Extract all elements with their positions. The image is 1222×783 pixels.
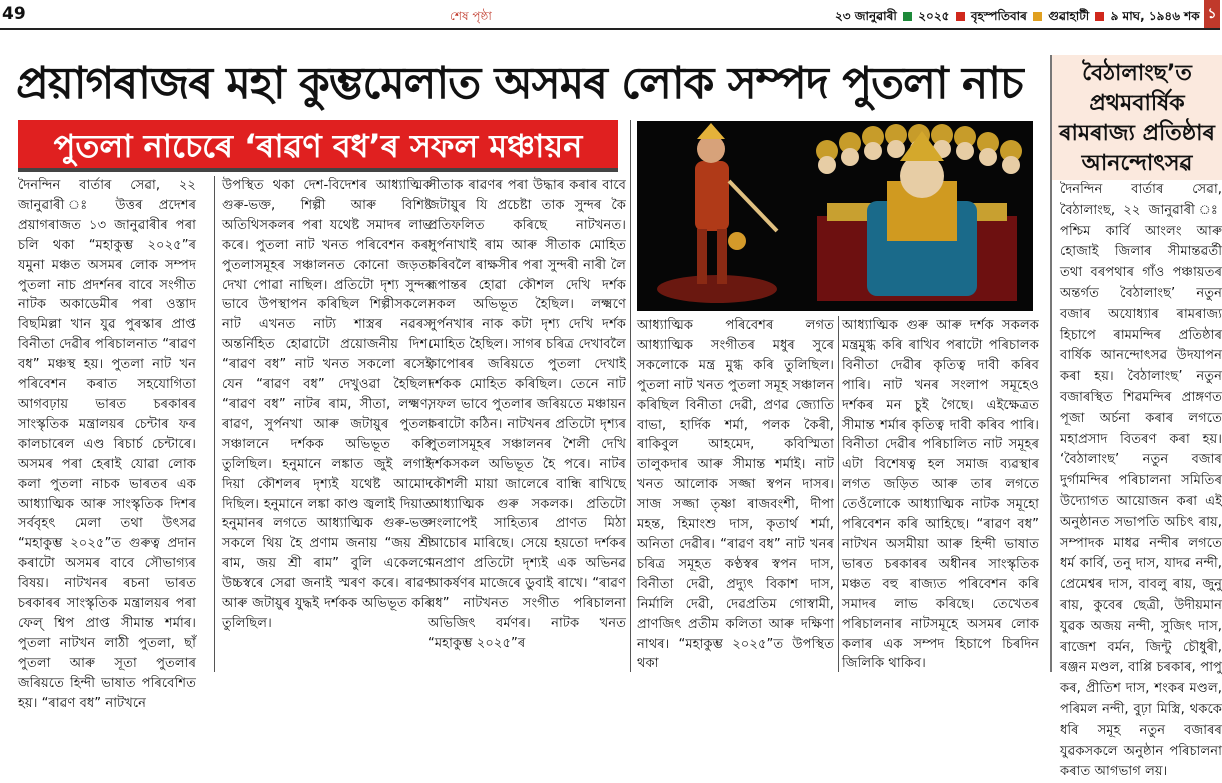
newspaper-logo: ১ [1204,0,1220,28]
column-text: আধ্যাত্মিক পৰিবেশৰ লগত আধ্যাত্মিক সংগীতৰ মধুৰ সুৰে সকলোকে মন্ত্ৰ মুগ্ধ কৰি তুলিছিল। পুতলা নাট খনত পুতলা সমূহ সঞ্চালন কৰিছিল বিনীতা দেৱী, প্ৰণৱ জ্যোতি বাভা, হাৰ্দিক শৰ্মা, পলক কৈৰী, ৰাকিবুল আহমেদ, কবিস্মিতা তালুকদাৰ আৰু সীমান্ত শৰ্মাই। নাট খনত আলোক সজ্জা স্বপন দাসৰ। সাজ সজ্জা তৃষ্ণা ৰাজবংশী, দীপা মহন্ত, হিমাংশু দাস, কৃতাৰ্থ শৰ্মা, অনিতা দেৱীৰ। “ৰাৱণ বধ” নাট খনৰ চৰিত্ৰ সমূহত কণ্ঠস্বৰ স্বপন দাস, বিনীতা দেৱী, প্ৰদ্যুৎ বিকাশ দাস, নিৰ্মালি দেৱী, দেৱপ্ৰতিম গোস্বামী, প্ৰাণজিৎ প্ৰতীম কলিতা আৰু দক্ষিণা নাথৰ। “মহাকুম্ভ ২০২৫”ত উপস্থিত থকা [637,318,834,672]
article-subheadline: পুতলা নাচেৰে ‘ৰাৱণ বধ’ৰ সফল মঞ্চায়ন [18,120,618,172]
section-label: শেষ পৃষ্ঠা [450,9,492,23]
sidebar-body: দৈনন্দিন বাৰ্তাৰ সেৱা, বৈঠালাংছ, ২২ জানুৱাৰী ঃ পশ্চিম কাৰ্বি আংলং আৰু হোজাই জিলাৰ সীমান্তৱৰ্তী তথা বৰপথাৰ গাঁও পঞ্চায়তৰ অন্তৰ্গত বৈঠালাংছ’ নতুন বজাৰ অযোধ্যাৰ ৰামৰাজ্য হিচাপে ৰামমন্দিৰ প্ৰতিষ্ঠাৰ বাৰ্ষিক আনন্দোৎসৱ উদযাপন কৰা হয়। বৈঠালাংছ’ নতুন বজাৰস্থিত শিৱমন্দিৰ প্ৰাঙ্গণত পূজা অৰ্চনা কৰাৰ লগতে মহাপ্ৰসাদ বিতৰণ কৰা হয়। ‘বৈঠালাংছ’ নতুন বজাৰ দুৰ্গামন্দিৰ পৰিচালনা সমিতিৰ উদ্যোগত আয়োজন কৰা এই অনুষ্ঠানত সভাপতি অচিৎ ৰায়, সম্পাদক মাধৱ নন্দীৰ লগতে ধৰ্ম কাৰ্বি, তনু দাস, যাদৱ নন্দী, প্ৰেমেশ্বৰ দাস, বাবলু ৰায়, জুনু ৰায়, কুবেৰ ছেত্ৰী, উদীয়মান যুৱক অজয় নন্দী, সুজিৎ দাস, ৰাজেশ বৰ্মন, জিন্টু চৌধুৰী, ৰঞ্জন মণ্ডল, বাপ্পি চৰকাৰ, পাপু কৰ, প্ৰীতিশ দাস, শংকৰ মণ্ডল, পৰিমল নন্দী, বুঢ়া মিস্ত্ৰি, থককে ধৰি সমূহ নতুন বজাৰৰ যুৱকসকলে অনুষ্ঠান পৰিচালনা কৰাত আগভাগ লয়। [1060,182,1222,780]
assamese-date: ৯ মাঘ, ১৯৪৬ শক [1110,9,1200,23]
yellow-square-icon [1033,12,1042,21]
page-number: 49 [2,4,26,24]
weekday: বৃহস্পতিবাৰ [970,9,1027,23]
sidebar-headline: বৈঠালাংছ’ত প্ৰথমবাৰ্ষিক ৰামৰাজ্য প্ৰতিষ্ঠাৰ আনন্দোৎসৱ [1052,55,1222,180]
dateline [835,8,1200,28]
article-column-3 [428,176,626,672]
article-headline: প্ৰয়াগৰাজৰ মহা কুম্ভমেলাত অসমৰ লোক সম্পদ পুতলা নাচ [16,58,1023,109]
year: ২০২৫ [918,9,950,23]
column-text: সীতাক ৰাৱণৰ পৰা উদ্ধাৰ কৰাৰ বাবে জটায়ুৰ যি প্ৰচেষ্টা তাক সুন্দৰ কৈ প্ৰতিফলিত কৰিছে নাটখনত। সুৰ্পনাখাই ৰাম আৰু সীতাক মোহিত কৰিবলৈ ৰাক্ষসীৰ পৰা সুন্দৰী নাৰী লৈ ৰূপান্তৰ হোৱা কৌশল দেখি দৰ্শক সকল অভিভূত হৈছিল। লক্ষ্মণে সুৰ্পনখাৰ নাক কটা দৃশ্য দেখি দৰ্শক মোহিত হৈছিল। সাগৰ চৰিত্ৰ দেখাবলৈ কাপোৰৰ জৰিয়তে পুতলা দেখাই দৰ্শকক মোহিত কৰিছিল। তেনে নাট সফল ভাবে পুতলাৰ জৰিয়তে মঞ্চায়ন কৰাটো কঠিন। নাটখনৰ প্ৰতিটো দৃশ্যৰ পুতলাসমূহৰ সঞ্চালনৰ শৈলী দেখি দৰ্শকসকল অভিভূত হৈ পৰে। নাটৰ কৌশলী মায়া জালেৰে বান্ধি ৰাখিছে আধ্যাত্মিক গুৰু সকলক। প্ৰতিটো সংলাপেই সাহিত্যৰ প্ৰাণত মিঠা আচোৰ মাৰিছে। সেয়ে হয়তো দৰ্শকৰ মনপ্ৰাণ প্ৰতিটো দৃশ্যই এক অভিনৱ আকৰ্ষণৰ মাজেৰে ডুবাই ৰাখে। “ৰাৱণ বধ” নাটখনত সংগীত পৰিচালনা অভিজিৎ বৰ্মণৰ। নাটক খনত “মহাকুম্ভ ২০২৫”ৰ [428,178,626,651]
column-text: উপস্থিত থকা দেশ-বিদেশৰ আধ্যাত্মিক গুৰু-ভক্ত, শিল্পী আৰু বিশিষ্ট অতিথিসকলৰ পৰা যথেষ্ট সমাদৰ লাভ কৰে। পুতলা নাট খনত পৰিবেশন কৰা পুতলাসমূহৰ সঞ্চালনত কোনো জড়তা দেখা পোৱা নাছিল। প্ৰতিটো দৃশ্য সুন্দৰ ভাবে উপস্থাপন কৰিছিল শিল্পীসকলে। নাট এখনত নাট্য শাস্ত্ৰৰ নৱৰস অন্তৰ্নিহিত হোৱাটো প্ৰয়োজনীয় দিশ। “ৰাৱণ বধ” নাট খনত সকলো ৰসেই যেন “ৰাৱণ বধ” দেখুওৱা হৈছিল। “ৰাৱণ বধ” নাটৰ ৰাম, সীতা, লক্ষ্মণ, ৰাৱণ, সুৰ্পনখা আৰু জটায়ুৰ পুতলা সঞ্চালনে দৰ্শকক অভিভূত কৰি তুলিছিল। হনুমানে লঙ্কাত জুই লগাই দিয়া কৌশলৰ দৃশ্যই যথেষ্ট আমোদ দিছিল। হনুমানে লঙ্কা কাণ্ড জ্বলাই দিয়াত হনুমানৰ লগতে আধ্যাত্মিক গুৰু-ভক্ত সকলে থিয় হৈ প্ৰণাম জনায় “জয় শ্ৰী ৰাম, জয় শ্ৰী ৰাম” বুলি একেলগে উচ্চস্বৰে সেৱা জনাই স্মৰণ কৰে। ৰাৱণ আৰু জটায়ুৰ যুদ্ধই দৰ্শকক অভিভূত কৰি তুলিছিল। [222,178,432,631]
red-square-icon [956,12,965,21]
red-square-icon [1095,12,1104,21]
puppet-show-photo [637,121,1033,311]
column-divider [630,120,631,672]
column-text: আধ্যাত্মিক গুৰু আৰু দৰ্শক সকলক মন্ত্ৰমুগ্ধ কৰি ৰাখিব পৰাটো পৰিচালক বিনীতা দেৱীৰ কৃতিত্ব দাবী কৰিব পাৰি। নাট খনৰ সংলাপ সমূহেও দৰ্শকৰ মন চুই গৈছে। এইক্ষেত্ৰত সীমান্ত শৰ্মাৰ কৃতিত্ব দাবী কৰিব পাৰি। বিনীতা দেৱীৰ পৰিচালিত নাট সমূহৰ এটা বিশেষত্ব হল সমাজ ব্যৱস্থাৰ লগত জড়িত আৰু তাৰ লগতে তেওঁলোকে আধ্যাত্মিক নাটক সমূহো পৰিবেশন কৰি আহিছে। “ৰাৱণ বধ” নাটখন অসমীয়া আৰু হিন্দী ভাষাত ভাৰত চৰকাৰৰ অধীনৰ সাংস্কৃতিক মঞ্চত বহু ৰাজ্যত পৰিবেশন কৰি সমাদৰ লাভ কৰিছে। তেখেতৰ পৰিচালনাৰ নাটসমূহে অসমৰ লোক কলাৰ এক সম্পদ হিচাপে চিৰদিন জিলিকি থাকিব। [842,318,1039,672]
article-column-1 [18,176,196,711]
city: গুৱাহাটী [1048,9,1090,23]
article-column-2 [222,176,432,672]
column-text: দৈনন্দিন বাৰ্তাৰ সেৱা, ২২ জানুৱাৰী ঃ উত্তৰ প্ৰদেশৰ প্ৰয়াগৰাজত ১৩ জানুৱাৰীৰ পৰা চলি থকা “মহাকুম্ভ ২০২৫”ৰ যমুনা মঞ্চত অসমৰ লোক সম্পদ পুতলা নাচ প্ৰদৰ্শনৰ বাবে সংগীত নাটক অকাডেমীৰ পৰা ওস্তাদ বিছমিল্লা খান যুৱ পুৰস্কাৰ প্ৰাপ্ত বিনীতা দেৱীৰ পৰিচালনাত “ৰাৱণ বধ” মঞ্চস্থ হয়। পুতলা নাট খন পৰিবেশন কৰাত সহযোগিতা আগবঢ়ায় ভাৰত চৰকাৰৰ সাংস্কৃতিক মন্ত্ৰালয়ৰ চেন্টাৰ ফৰ কালচাৰেল এণ্ড ৰিচাৰ্চ চেন্টাৰে। অসমৰ পৰা হেৰাই যোৱা লোক কলা পুতলা নাচক ভাৰতৰ এক আধ্যাত্মিক আৰু সাংস্কৃতিক দিশৰ সৰ্ববৃহৎ মেলা তথা উৎসৱ “মহাকুম্ভ ২০২৫”ত গুৰুত্ব প্ৰদান কৰাটো অসমৰ বাবে সৌভাগ্যৰ বিষয়। নাটখনৰ ৰচনা ভাৰত চৰকাৰৰ সাংস্কৃতিক মন্ত্ৰালয়ৰ পৰা ফেল্ শ্বিপ প্ৰাপ্ত সীমান্ত শৰ্মাৰ। পুতলা নাটখন লাঠী পুতলা, ছাঁ পুতলা আৰু সূতা পুতলাৰ জৰিয়তে হিন্দী ভাষাত পৰিবেশিত হয়। “ৰাৱণ বধ” নাটখনে [18,178,196,711]
date: ২৩ জানুৱাৰী [835,9,897,23]
puppet-illustration [637,121,1033,311]
article-column-5 [842,316,1039,672]
green-square-icon [903,12,912,21]
column-divider [838,316,839,672]
column-divider [214,176,215,672]
article-column-4 [637,316,834,672]
page-header [0,0,1220,30]
sidebar-article [1050,55,1222,780]
